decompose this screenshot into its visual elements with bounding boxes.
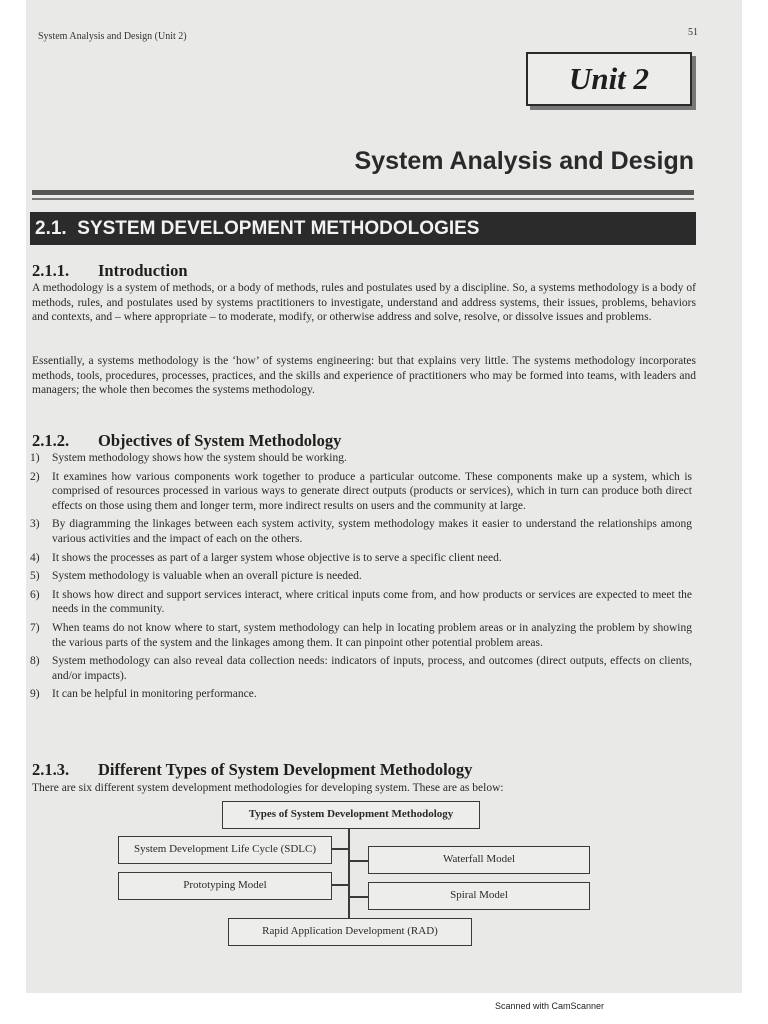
subsection-title: Introduction [98, 261, 188, 280]
connector-spiral [350, 896, 368, 898]
subsection-title: Objectives of System Methodology [98, 431, 342, 450]
section-heading-bar [30, 212, 696, 245]
item-number: 7) [30, 621, 40, 634]
list-item [30, 470, 692, 514]
chapter-title: System Analysis and Design [354, 147, 694, 175]
diagram-box-prototyping: Prototyping Model [118, 872, 332, 900]
item-number: 4) [30, 551, 40, 564]
diagram-box-sdlc: System Development Life Cycle (SDLC) [118, 836, 332, 864]
subsection-heading-intro [32, 261, 188, 281]
item-text: System methodology is valuable when an overall picture is needed. [52, 570, 362, 583]
types-intro: There are six different system development methodologies for developing system. These are as below: [32, 782, 504, 794]
book-page [26, 0, 742, 993]
item-number: 5) [30, 570, 40, 583]
subsection-number: 2.1.3. [32, 760, 70, 779]
subsection-heading-objectives [32, 431, 341, 451]
item-text: It shows how direct and support services interact, where critical inputs come from, and how products or services are expected to meet the needs in the community. [52, 588, 692, 616]
item-number: 9) [30, 688, 40, 701]
unit-label-box: Unit 2 [526, 52, 692, 106]
item-text: It examines how various components work together to produce a particular outcome. These components make up a system, which is comprised of resources processed in various ways to generate direct outputs (products or services), which in turn can produce both direct effects on those using them and longer term, more indirect results on users and the community at large. [52, 470, 692, 512]
item-number: 6) [30, 588, 40, 601]
list-item [30, 654, 692, 683]
section-number: 2.1. [35, 218, 67, 239]
list-item [30, 687, 692, 702]
item-number: 8) [30, 655, 40, 668]
connector-prototyping [332, 884, 348, 886]
list-item [30, 588, 692, 617]
diagram-box-waterfall: Waterfall Model [368, 846, 590, 874]
diagram-root-box: Types of System Development Methodology [222, 801, 480, 829]
page-number: 51 [688, 27, 698, 38]
item-number: 1) [30, 452, 40, 464]
intro-paragraph-1: A methodology is a system of methods, or a body of methods, rules and postulates used by a discipline. So, a systems methodology is a body of methods, rules, and postulates used by systems practitioners to investigate, understand and address systems, their issues, problems, behaviors and contexts, and – where appropriate – to moderate, modify, or otherwise address and solve, resolve, or dissolve issues and problems. [32, 282, 696, 324]
scanner-watermark: Scanned with CamScanner [494, 1001, 604, 1011]
connector-waterfall [350, 860, 368, 862]
item-text: System methodology shows how the system should be working. [52, 452, 347, 464]
subsection-title: Different Types of System Development Methodology [98, 760, 473, 779]
list-item [30, 451, 692, 466]
diagram-box-rad: Rapid Application Development (RAD) [228, 918, 472, 946]
section-title: SYSTEM DEVELOPMENT METHODOLOGIES [77, 218, 480, 239]
list-item [30, 551, 692, 566]
subsection-number: 2.1.2. [32, 431, 70, 450]
item-text: System methodology can also reveal data collection needs: indicators of inputs, process, and outcomes (direct outputs, effects on clients, and/or impacts). [52, 655, 692, 682]
item-text: It can be helpful in monitoring performance. [52, 688, 257, 701]
item-number: 2) [30, 470, 40, 483]
item-text: It shows the processes as part of a larger system whose objective is to serve a specific client need. [52, 551, 502, 564]
diagram-trunk-line [348, 828, 350, 918]
subsection-heading-types [32, 760, 472, 780]
item-text: By diagramming the linkages between each system activity, system methodology makes it easier to understand the relationships among various activities and the impact of each on the others. [52, 518, 692, 545]
list-item [30, 569, 692, 584]
connector-sdlc [332, 848, 348, 850]
title-rule-thin [32, 198, 694, 200]
objectives-list [30, 451, 692, 706]
item-number: 3) [30, 518, 40, 531]
list-item [30, 517, 692, 546]
intro-paragraph-2: Essentially, a systems methodology is the ‘how’ of systems engineering: but that explains very little. The systems methodology incorporates methods, tools, procedures, processes, practices, and the skills and experience of practitioners who may be formed into teams, with leaders and managers; the whole then becomes the systems methodology. [32, 355, 696, 397]
running-head: System Analysis and Design (Unit 2) [38, 31, 187, 42]
list-item [30, 621, 692, 650]
item-text: When teams do not know where to start, system methodology can help in locating problem areas or in analyzing the problem by showing the various parts of the system and the linkages among them. It can pinpoint other potential problem areas. [52, 621, 692, 649]
diagram-box-spiral: Spiral Model [368, 882, 590, 910]
title-rule-thick [32, 190, 694, 195]
subsection-number: 2.1.1. [32, 261, 70, 280]
